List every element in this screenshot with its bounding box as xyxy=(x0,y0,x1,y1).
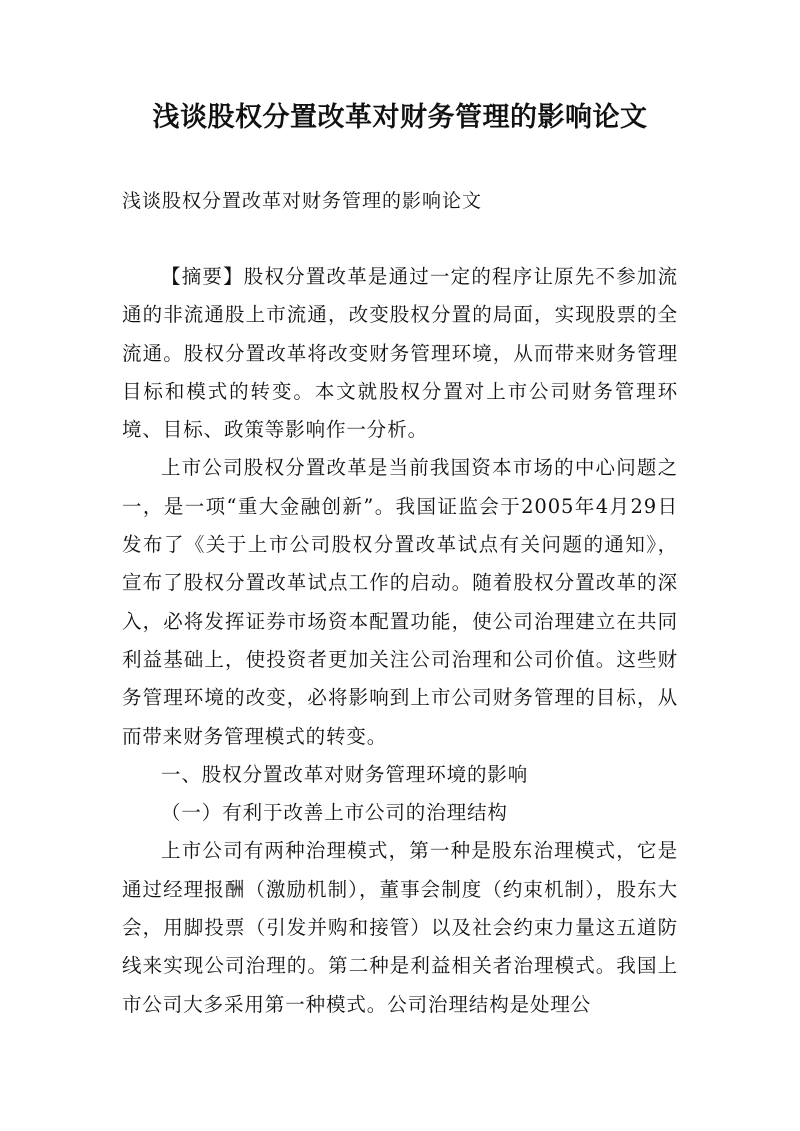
document-body xyxy=(122,258,678,1024)
body-paragraph: 上市公司有两种治理模式，第一种是股东治理模式，它是通过经理报酬（激励机制），董事会制度（约束机制），股东大会，用脚投票（引发并购和接管）以及社会约束力量这五道防线来实现公司治理的。第二种是利益相关者治理模式。我国上市公司大多采用第一种模式。公司治理结构是处理公 xyxy=(122,839,678,1016)
document-title: 浅谈股权分置改革对财务管理的影响论文 xyxy=(152,102,648,133)
subsection-heading-1: （一）有利于改善上市公司的治理结构 xyxy=(161,801,508,825)
section-heading-1: 一、股权分置改革对财务管理环境的影响 xyxy=(161,762,529,786)
intro-paragraph: 上市公司股权分置改革是当前我国资本市场的中心问题之一，是一项“重大金融创新”。我国证监会于2005年4月29日发布了《关于上市公司股权分置改革试点有关问题的通知》，宣布了股权分置改革试点工作的启动。随着股权分置改革的深入，必将发挥证券市场资本配置功能，使公司治理建立在共同利益基础上，使投资者更加关注公司治理和公司价值。这些财务管理环境的改变，必将影响到上市公司财务管理的目标，从而带来财务管理模式的转变。 xyxy=(122,456,678,748)
document-subtitle: 浅谈股权分置改革对财务管理的影响论文 xyxy=(122,190,483,212)
abstract-paragraph: 【摘要】股权分置改革是通过一定的程序让原先不参加流通的非流通股上市流通，改变股权分置的局面，实现股票的全流通。股权分置改革将改变财务管理环境，从而带来财务管理目标和模式的转变。本文就股权分置对上市公司财务管理环境、目标、政策等影响作一分析。 xyxy=(122,265,678,442)
